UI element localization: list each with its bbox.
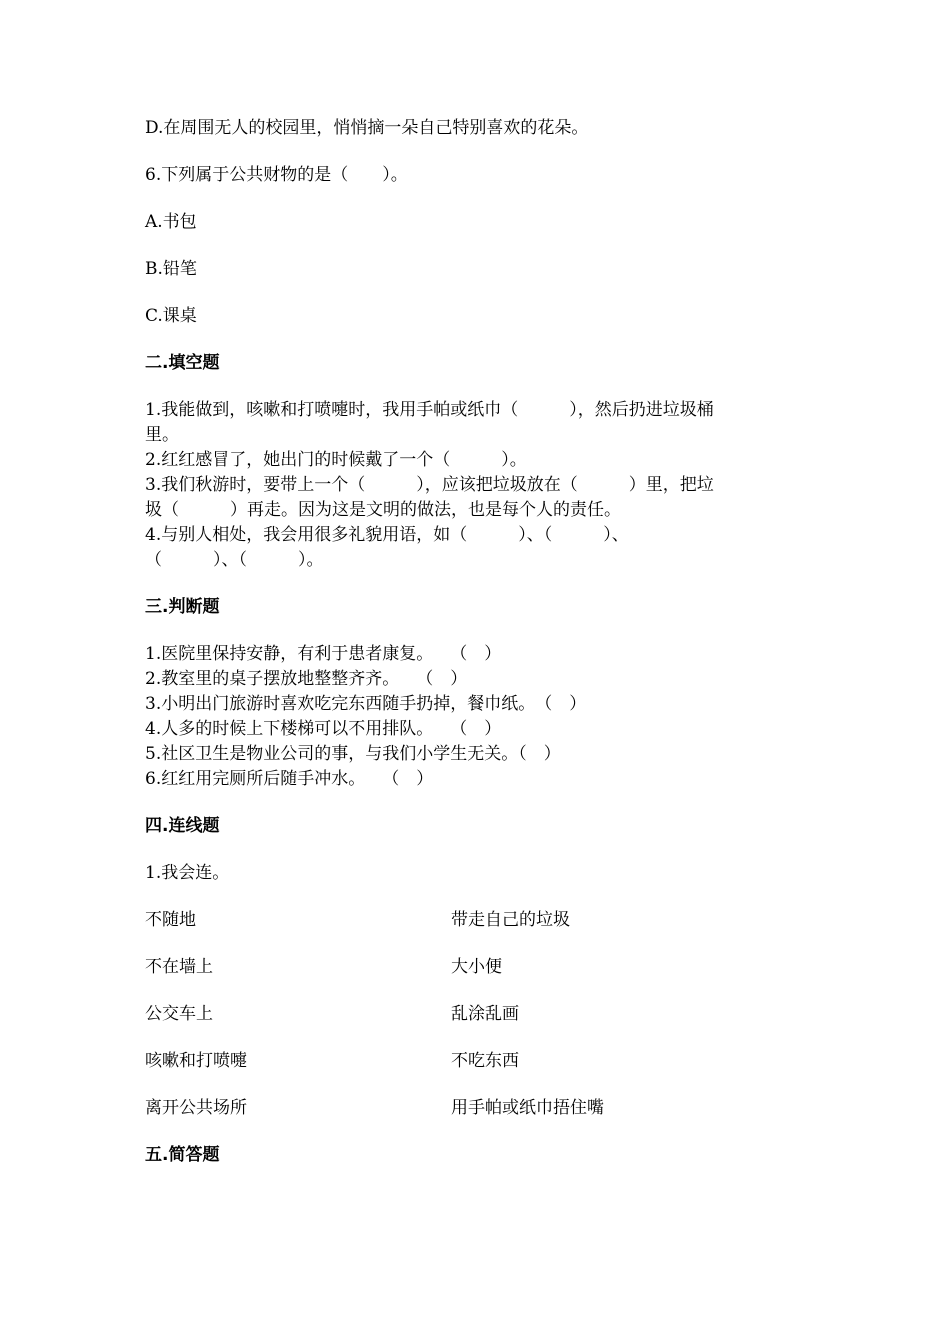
matching-left-item: 不随地 [145,910,196,930]
section-heading-matching: 四.连线题 [145,816,220,836]
fill-blank-line: 圾（ ）再走。因为这是文明的做法，也是每个人的责任。 [145,500,621,520]
matching-right-item: 大小便 [451,957,502,977]
matching-right-item: 带走自己的垃圾 [451,910,570,930]
q6-stem: 6.下列属于公共财物的是（ ）。 [145,165,408,185]
q6-option-b: B.铅笔 [145,259,197,279]
matching-left-item: 不在墙上 [145,957,213,977]
q5-option-d: D.在周围无人的校园里，悄悄摘一朵自己特别喜欢的花朵。 [145,118,589,138]
judgment-item: 2.教室里的桌子摆放地整整齐齐。 （ ） [145,669,468,689]
section-heading-judgment: 三.判断题 [145,597,220,617]
fill-blank-line: 里。 [145,425,179,445]
fill-blank-line: 1.我能做到，咳嗽和打喷嚏时，我用手帕或纸巾（ ），然后扔进垃圾桶 [145,400,714,420]
judgment-item: 3.小明出门旅游时喜欢吃完东西随手扔掉，餐巾纸。 （ ） [145,694,587,714]
matching-left-item: 离开公共场所 [145,1098,247,1118]
fill-blank-line: 3.我们秋游时，要带上一个（ ），应该把垃圾放在（ ）里，把垃 [145,475,714,495]
section-heading-short-answer: 五.简答题 [145,1145,220,1165]
fill-blank-line: 2.红红感冒了，她出门的时候戴了一个（ ）。 [145,450,527,470]
matching-right-item: 乱涂乱画 [451,1004,519,1024]
matching-right-item: 不吃东西 [451,1051,519,1071]
matching-left-item: 公交车上 [145,1004,213,1024]
fill-blank-line: 4.与别人相处，我会用很多礼貌用语，如（ ）、（ ）、 [145,525,629,545]
matching-left-item: 咳嗽和打喷嚏 [145,1051,247,1071]
matching-prompt: 1.我会连。 [145,863,230,883]
judgment-item: 5.社区卫生是物业公司的事，与我们小学生无关。（ ） [145,744,561,764]
section-heading-fill-blank: 二.填空题 [145,353,220,373]
judgment-item: 1.医院里保持安静，有利于患者康复。 （ ） [145,644,502,664]
judgment-item: 6.红红用完厕所后随手冲水。 （ ） [145,769,434,789]
q6-option-c: C.课桌 [145,306,197,326]
q6-option-a: A.书包 [145,212,197,232]
matching-right-item: 用手帕或纸巾捂住嘴 [451,1098,604,1118]
judgment-item: 4.人多的时候上下楼梯可以不用排队。 （ ） [145,719,502,739]
fill-blank-line: （ ）、（ ）。 [145,550,324,570]
